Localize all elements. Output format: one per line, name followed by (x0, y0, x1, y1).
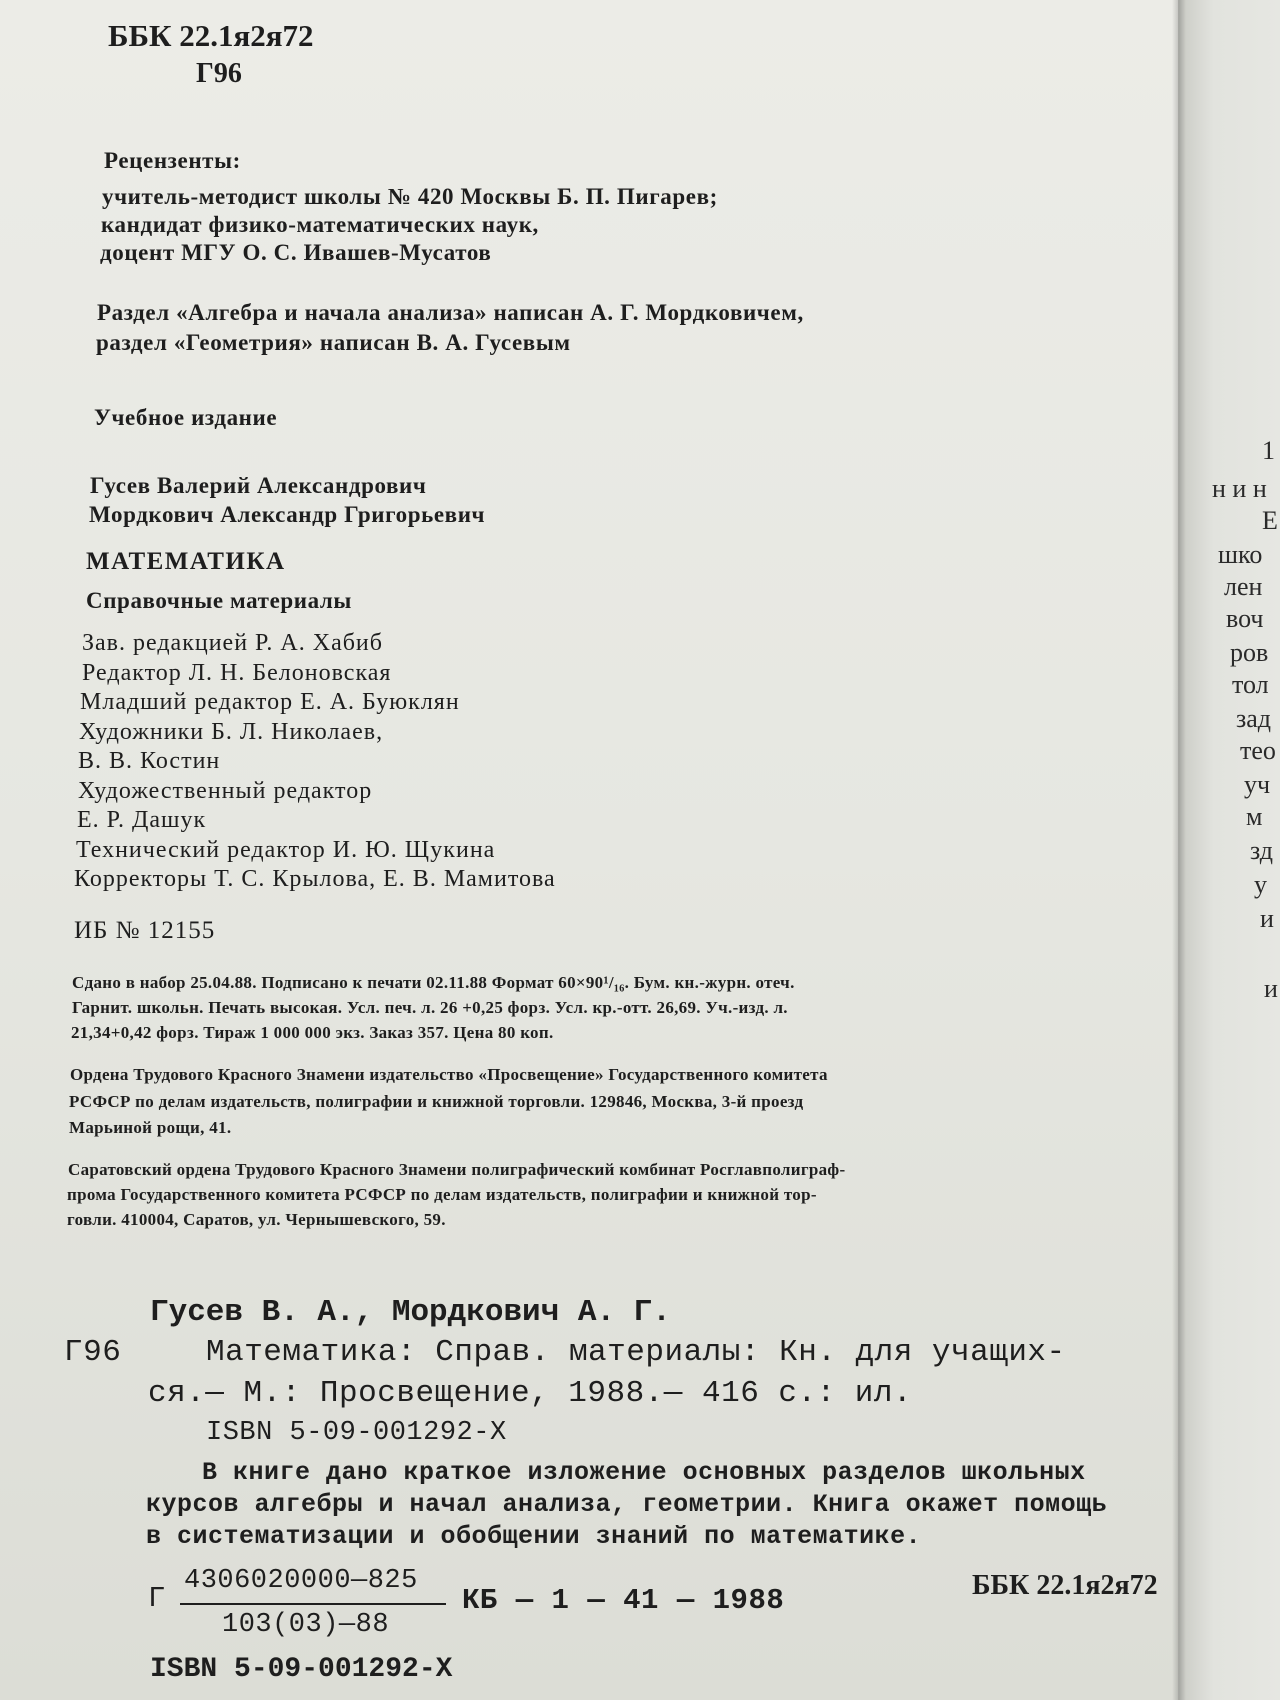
printer-line: прома Государственного комитета РСФСР по делам издательств, полиграфии и книжной тор- (67, 1185, 817, 1204)
facing-page-fragment: шко (1218, 540, 1263, 569)
isbn-bottom: ISBN 5-09-001292-X (150, 1654, 453, 1685)
edition-type: Учебное издание (94, 405, 278, 430)
ib-number: ИБ № 12155 (74, 917, 216, 944)
facing-page-fragment: ров (1230, 638, 1269, 667)
publisher-line: РСФСР по делам издательств, полиграфии и книжной торговли. 129846, Москва, 3-й проезд (69, 1092, 804, 1111)
staff-line: Е. Р. Дашук (77, 807, 207, 833)
facing-page-fragment: и (1260, 904, 1274, 933)
section-authorship-line: раздел «Геометрия» написан В. А. Гусевым (96, 330, 571, 355)
staff-line: Зав. редакцией Р. А. Хабиб (82, 630, 383, 656)
author-full-name: Мордкович Александр Григорьевич (89, 502, 486, 527)
author-full-name: Гусев Валерий Александрович (90, 473, 427, 498)
g-letter: Г (148, 1582, 166, 1615)
printer-line: говли. 410004, Саратов, ул. Чернышевского, 59. (67, 1210, 446, 1229)
print-info-line: 21,34+0,42 форз. Тираж 1 000 000 экз. Заказ 357. Цена 80 коп. (71, 1023, 554, 1042)
page-fold-shadow (1172, 0, 1186, 1700)
facing-page-fragment: и (1264, 974, 1278, 1003)
facing-page-fragment: зд (1250, 836, 1274, 865)
facing-page-fragment: зад (1236, 704, 1272, 733)
kb-code: КБ — 1 — 41 — 1988 (462, 1584, 785, 1617)
book-title: МАТЕМАТИКА (86, 548, 286, 575)
author-mark-header: Г96 (196, 58, 242, 89)
facing-page-fragment: у (1254, 870, 1267, 899)
publisher-line: Ордена Трудового Красного Знамени издательство «Просвещение» Государственного комитета (70, 1065, 828, 1084)
card-description: Математика: Справ. материалы: Кн. для учащих- (206, 1335, 1066, 1370)
bbk-code-header: ББК 22.1я2я72 (108, 18, 314, 53)
reviewer-line: учитель-методист школы № 420 Москвы Б. П. Пигарев; (102, 184, 718, 209)
staff-line: Корректоры Т. С. Крылова, Е. В. Мамитова (74, 866, 556, 892)
book-subtitle: Справочные материалы (86, 588, 352, 613)
card-authors: Гусев В. А., Мордкович А. Г. (150, 1295, 671, 1330)
staff-line: Технический редактор И. Ю. Щукина (76, 837, 496, 863)
staff-line: Художественный редактор (78, 778, 373, 804)
print-info-line: Гарнит. школьн. Печать высокая. Усл. печ. л. 26 +0,25 форз. Усл. кр.-отт. 26,69. Уч.-изд. л. (72, 998, 788, 1017)
facing-page-fragment: м (1246, 802, 1263, 831)
card-annotation: курсов алгебры и начал анализа, геометрии. Книга окажет помощь (146, 1490, 1108, 1519)
reviewer-line: доцент МГУ О. С. Ивашев-Мусатов (100, 240, 492, 265)
card-description: ся.— М.: Просвещение, 1988.— 416 с.: ил. (148, 1376, 913, 1411)
facing-page-fragment: лен (1224, 572, 1263, 601)
facing-page-fragment: тол (1232, 670, 1269, 699)
fraction-line (180, 1603, 446, 1605)
card-annotation: В книге дано краткое изложение основных разделов школьных (202, 1458, 1086, 1487)
facing-page-fragment: воч (1226, 604, 1264, 633)
code-numerator: 4306020000—825 (184, 1566, 418, 1596)
card-isbn: ISBN 5-09-001292-X (206, 1418, 507, 1448)
printer-line: Саратовский ордена Трудового Красного Знамени полиграфический комбинат Росглавполиграф- (68, 1160, 846, 1179)
publisher-line: Марьиной рощи, 41. (69, 1118, 232, 1137)
facing-page-fragment: н и н (1212, 474, 1267, 503)
reviewer-line: кандидат физико-математических наук, (101, 212, 539, 237)
print-info-line: Сдано в набор 25.04.88. Подписано к печати 02.11.88 Формат 60×90¹/₁₆. Бум. кн.-журн. отеч. (72, 973, 795, 992)
facing-page-fragment: тео (1240, 736, 1276, 765)
staff-line: В. В. Костин (78, 748, 221, 774)
code-denominator: 103(03)—88 (222, 1610, 390, 1640)
staff-line: Художники Б. Л. Николаев, (79, 719, 384, 745)
reviewers-title: Рецензенты: (104, 148, 241, 173)
facing-page-fragment: уч (1244, 770, 1271, 799)
staff-line: Младший редактор Е. А. Буюклян (80, 689, 460, 715)
card-author-mark: Г96 (64, 1335, 122, 1370)
staff-line: Редактор Л. Н. Белоновская (82, 660, 392, 686)
card-bbk: ББК 22.1я2я72 (972, 1570, 1158, 1601)
section-authorship-line: Раздел «Алгебра и начала анализа» написан А. Г. Мордковичем, (97, 300, 804, 325)
facing-page-fragment: Е (1262, 506, 1278, 535)
facing-page-fragment: 1 (1262, 436, 1275, 465)
card-annotation: в систематизации и обобщении знаний по математике. (146, 1522, 922, 1551)
